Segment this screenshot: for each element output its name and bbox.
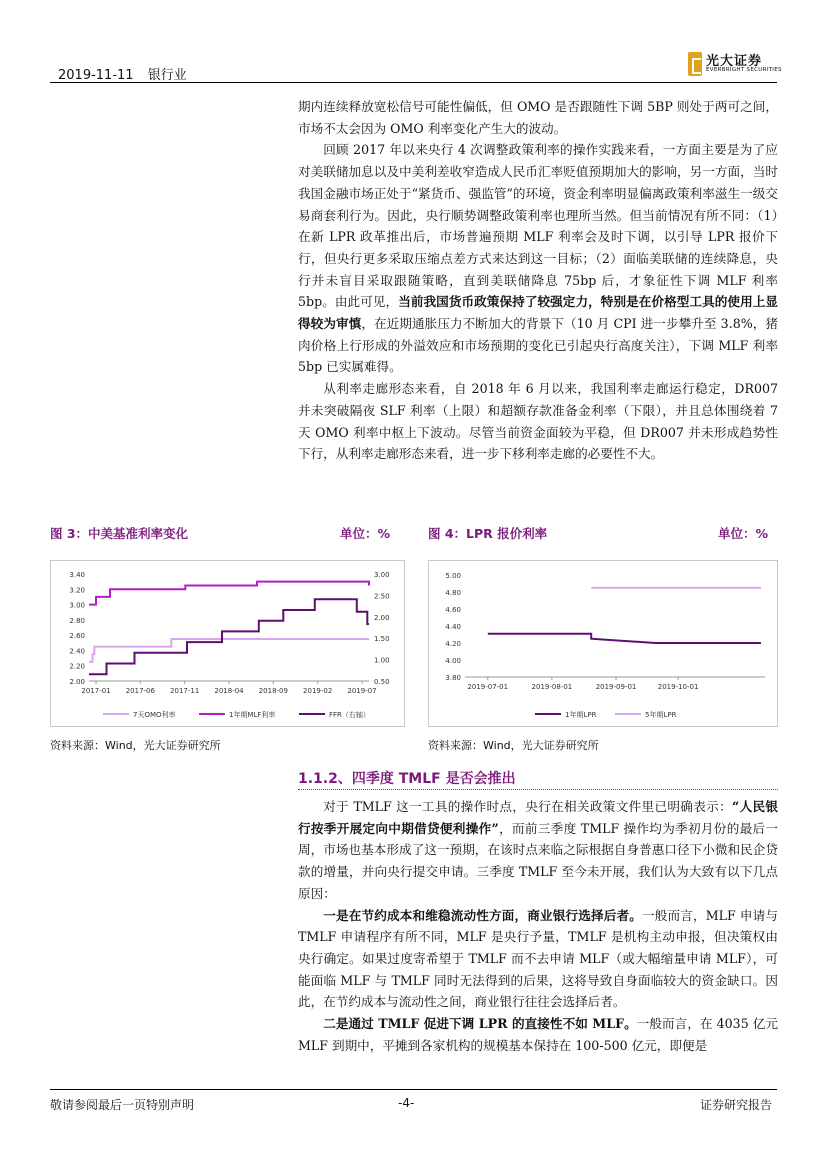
paragraph: 二是通过 TMLF 促进下调 LPR 的直接性不如 MLF。一般而言，在 4035 亿元 MLF 到期中，平摊到各家机构的规模基本保持在 100-500 亿元，即便是 <box>298 1016 779 1053</box>
x-tick-label: 2017-11 <box>170 687 200 695</box>
paragraph: 从利率走廊形态来看，自 2018 年 6 月以来，我国利率走廊运行稳定，DR007 并未突破隔夜 SLF 利率（上限）和超额存款准备金利率（下限），并且总体围绕着 7 天 OMO 利率中枢上下波动。尽管当前资金面较为平稳，但 DR007 并未形成趋势性下行，从利率走廊形态来看，进一步下移利率走廊的必要性不大。 <box>298 381 778 462</box>
x-tick-label: 2019-09-01 <box>595 683 637 691</box>
y-tick-label: 4.20 <box>445 640 461 648</box>
series-line-0 <box>488 634 761 643</box>
y-left-tick-label: 2.80 <box>69 616 85 625</box>
series-line-2 <box>89 599 369 674</box>
x-tick-label: 2018-04 <box>214 687 244 695</box>
x-tick-label: 2019-07-01 <box>467 683 509 691</box>
legend-label-1: 5年期LPR <box>645 711 677 719</box>
header-divider <box>50 82 777 83</box>
footer-divider <box>50 1089 777 1090</box>
y-left-tick-label: 2.60 <box>69 632 85 641</box>
y-right-tick-label: 2.00 <box>374 613 390 622</box>
y-right-tick-label: 0.50 <box>374 678 390 686</box>
figure-4-title: 图 4：LPR 报价利率 <box>428 526 548 541</box>
figure-3-unit: 单位：% <box>340 526 391 541</box>
paragraph: 一是在节约成本和维稳流动性方面，商业银行选择后者。一般而言，MLF 申请与TMLF 申请程序有所不同，MLF 是央行予量，TMLF 是机构主动申报，但决策权由央行确定。如果过度寄希望于 TMLF 而不去申请 MLF（或大幅缩量申请 MLF），可能面临 MLF 与 TMLF 同时无法得到的后果，这将导致自身面临较大的资金缺口。因此，在节约成本与流动性之间，商业银行往往会选择后者。 <box>298 907 779 1010</box>
y-tick-label: 4.00 <box>445 657 461 665</box>
y-right-tick-label: 2.50 <box>374 592 390 601</box>
y-tick-label: 3.80 <box>445 674 461 682</box>
x-tick-label: 2019-10-01 <box>657 683 699 691</box>
section-heading: 1.1.2、四季度 TMLF 是否会推出 <box>298 771 516 787</box>
logo-icon <box>688 52 702 76</box>
section-underline <box>298 789 778 790</box>
y-tick-label: 4.80 <box>445 589 461 597</box>
legend-label-0: 1年期LPR <box>565 711 597 719</box>
brand-logo <box>688 52 783 78</box>
footer-report-type: 证券研究报告 <box>700 1098 773 1112</box>
y-tick-label: 5.00 <box>445 572 461 580</box>
x-tick-label: 2019-07 <box>347 687 377 695</box>
y-left-tick-label: 3.20 <box>69 586 85 595</box>
x-tick-label: 2017-01 <box>81 687 111 695</box>
y-left-tick-label: 2.00 <box>69 678 85 686</box>
chart-3-svg <box>51 561 404 726</box>
page-number: -4- <box>398 1096 415 1110</box>
x-tick-label: 2017-06 <box>125 687 155 695</box>
x-tick-label: 2019-02 <box>303 687 333 695</box>
report-date: 2019-11-11 <box>58 68 134 83</box>
legend-label-0: 7天OMO利率 <box>133 711 176 719</box>
y-right-tick-label: 1.00 <box>374 656 390 665</box>
figure-4-source: 资料来源：Wind，光大证券研究所 <box>428 739 599 752</box>
paragraph: 期内连续释放宽松信号可能性偏低，但 OMO 是否跟随性下调 5BP 则处于两可之间，市场不太会因为 OMO 利率变化产生大的波动。 <box>298 99 778 136</box>
body-text-bottom <box>298 796 778 1056</box>
paragraph: 对于 TMLF 这一工具的操作时点，央行在相关政策文件里已明确表示：“人民银行按季开展定向中期借贷便利操作”，而前三季度 TMLF 操作均为季初月份的最后一周，市场也基本形成了这一预期，在该时点来临之际根据自身普惠口径下小微和民企贷款的增量，并向央行提交申请。三季度 TMLF 至今未开展，我们认为大致有以下几点原因： <box>298 799 779 901</box>
paragraph: 回顾 2017 年以来央行 4 次调整政策利率的操作实践来看，一方面主要是为了应对美联储加息以及中美利差收窄造成人民币汇率贬值预期加大的影响，另一方面，当时我国金融市场正处于“紧货币、强监管”的环境，资金利率明显偏离政策利率滋生一级交易商套利行为。因此，央行顺势调整政策利率也理所当然。但当前情况有所不同：（1）在新 LPR 政革推出后，市场普遍预期 MLF 利率会及时下调，以引导 LPR 报价下行，但央行更多采取压缩点差方式来达到这一目标；（2）面临美联储的连续降息，央行并未盲目采取跟随策略，直到美联储降息 75bp 后，才象征性下调 MLF 利率 5bp。由此可见，当前我国货币政策保持了较强定力，特别是在价格型工具的使用上显得较为审慎，在近期通胀压力不断加大的背景下（10 月 CPI 进一步攀升至 3.8%，猪肉价格上行形成的外溢效应和市场预期的变化已引起央行高度关注），下调 MLF 利率 5bp 已实属难得。 <box>298 142 779 375</box>
logo-text-en: EVERBRIGHT SECURITIES <box>706 67 782 73</box>
y-tick-label: 4.40 <box>445 623 461 631</box>
y-right-tick-label: 1.50 <box>374 635 390 644</box>
figure-4-unit: 单位：% <box>718 526 769 541</box>
x-tick-label: 2019-08-01 <box>531 683 573 691</box>
figure-3-chart <box>50 560 405 727</box>
y-right-tick-label: 3.00 <box>374 571 390 579</box>
figure-4-chart <box>428 560 778 727</box>
y-left-tick-label: 3.40 <box>69 571 85 579</box>
y-left-tick-label: 2.20 <box>69 662 85 671</box>
figure-3-title: 图 3：中美基准利率变化 <box>50 526 189 541</box>
report-sector: 银行业 <box>147 68 187 83</box>
report-header <box>58 64 197 83</box>
y-tick-label: 4.60 <box>445 606 461 614</box>
legend-label-1: 1年期MLF利率 <box>229 711 276 719</box>
y-left-tick-label: 3.00 <box>69 601 85 610</box>
series-line-0 <box>89 639 369 662</box>
legend-label-2: FFR（右轴） <box>329 711 370 719</box>
series-line-1 <box>89 582 369 605</box>
logo-text-cn: 光大证券 <box>706 54 763 69</box>
figure-3-source: 资料来源：Wind，光大证券研究所 <box>50 739 221 752</box>
footer-disclaimer: 敬请参阅最后一页特别声明 <box>50 1098 195 1112</box>
chart-4-svg <box>429 561 777 726</box>
body-text-top <box>298 96 778 465</box>
x-tick-label: 2018-09 <box>258 687 288 695</box>
y-left-tick-label: 2.40 <box>69 647 85 656</box>
